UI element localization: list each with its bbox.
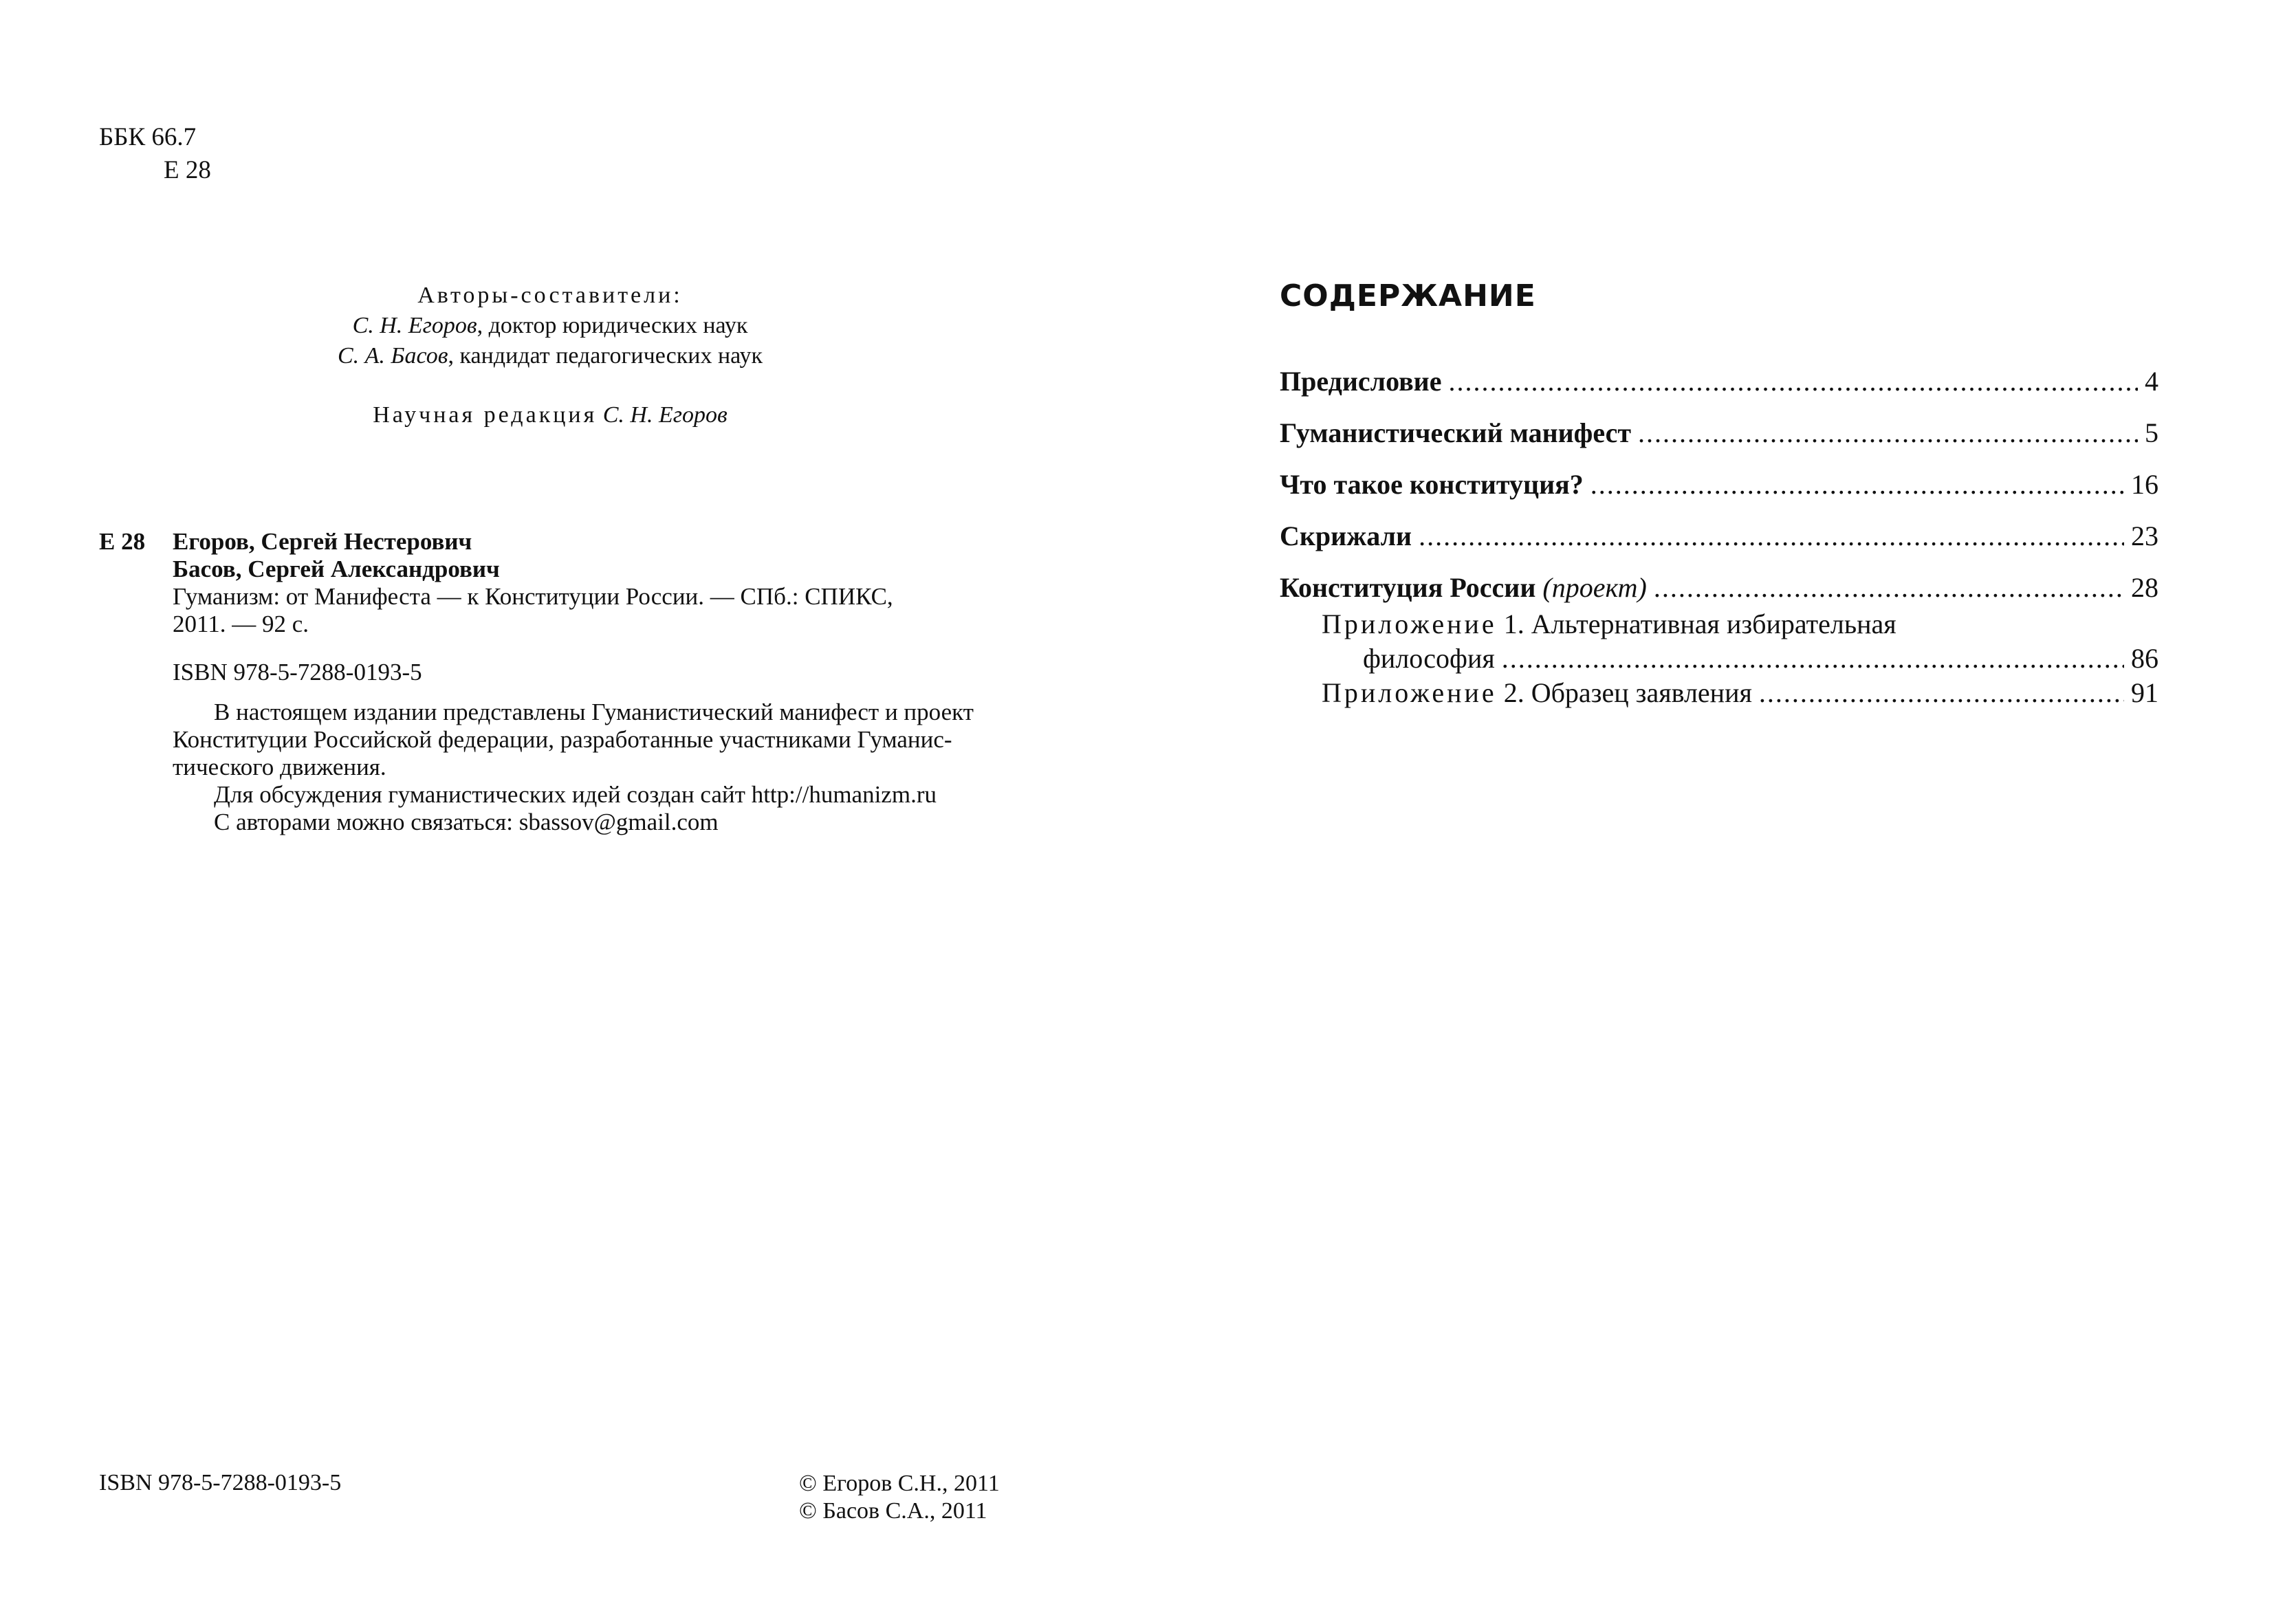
card-annotation-line-2: Конституции Российской федерации, разработанные участниками Гуманис- [173, 726, 952, 753]
editor-name: С. Н. Егоров [602, 402, 728, 428]
card-body [99, 528, 1020, 836]
appendix-2-title: 2. Образец заявления [1496, 677, 1752, 708]
toc-entry-label: Предисловие [1280, 366, 1442, 397]
author-1-name: С. Н. Егоров [352, 313, 477, 338]
toc-leader [1419, 519, 2124, 553]
toc-leader [1654, 571, 2124, 605]
bbk-author-code: Е 28 [164, 156, 211, 184]
toc-entry-manifesto[interactable] [1280, 416, 2158, 450]
author-2 [206, 341, 894, 371]
appendix-1-prefix: Приложение [1322, 608, 1497, 639]
toc-leader [1759, 676, 2124, 710]
toc-entry-label: Скрижали [1280, 520, 1412, 551]
card-contact-line: С авторами можно связаться: sbassov@gmail.com [214, 809, 719, 835]
toc-entry-page: 23 [2131, 520, 2158, 551]
author-2-title: , кандидат педагогических наук [448, 343, 763, 369]
toc-entry-label: Гуманистический манифест [1280, 417, 1631, 448]
toc-entry-page: 91 [2131, 677, 2158, 708]
toc-title: СОДЕРЖАНИЕ [1280, 278, 1536, 314]
card-code: Е 28 [99, 528, 146, 555]
toc-leader [1502, 641, 2124, 676]
toc-leader [1590, 468, 2124, 502]
toc-entry-preface[interactable] [1280, 364, 2158, 399]
appendix-1-title: 1. Альтернативная избирательная [1496, 608, 1896, 639]
copyright-1: © Егоров С.Н., 2011 [799, 1471, 1000, 1496]
copyright-block [799, 1470, 1000, 1525]
toc-entry-page: 4 [2145, 366, 2158, 397]
toc-appendix-1-line-2[interactable] [1322, 641, 2158, 676]
appendix-2-prefix: Приложение [1322, 677, 1497, 708]
toc-appendix-1-line-1[interactable] [1322, 607, 2158, 641]
toc-entry-tablets[interactable] [1280, 519, 2158, 553]
appendix-1-title-cont: философия [1363, 643, 1495, 674]
author-1 [206, 311, 894, 341]
toc-entry-label [1322, 676, 1752, 710]
table-of-contents [1280, 364, 2158, 710]
card-isbn: ISBN 978-5-7288-0193-5 [173, 659, 422, 685]
bbk-code: ББК 66.7 [99, 123, 197, 151]
toc-appendices [1280, 607, 2158, 710]
toc-entry-label [1280, 571, 1647, 605]
catalog-card [99, 528, 1020, 836]
toc-entry-constitution-question[interactable] [1280, 468, 2158, 502]
toc-entry-page: 86 [2131, 643, 2158, 674]
toc-entry-page: 16 [2131, 469, 2158, 500]
toc-leader [1448, 364, 2138, 399]
card-author-2: Басов, Сергей Александрович [173, 556, 500, 582]
author-2-name: С. А. Басов [337, 343, 448, 369]
copyright-2: © Басов С.А., 2011 [799, 1498, 987, 1524]
authors-heading: Авторы-составители: [417, 283, 683, 308]
toc-appendix-2[interactable] [1322, 676, 2158, 710]
bbk-index [99, 121, 211, 187]
footer-isbn: ISBN 978-5-7288-0193-5 [99, 1470, 342, 1495]
card-website-line: Для обсуждения гуманистических идей создан сайт http://humanizm.ru [214, 781, 937, 808]
card-author-1: Егоров, Сергей Нестерович [173, 528, 472, 555]
author-1-title: , доктор юридических наук [477, 313, 748, 338]
toc-leader [1638, 416, 2138, 450]
card-title-line-1: Гуманизм: от Манифеста — к Конституции России. — СПб.: СПИКС, [173, 583, 893, 610]
toc-entry-page: 28 [2131, 572, 2158, 603]
toc-entry-label-extra: (проект) [1542, 572, 1647, 603]
right-page [1137, 0, 2274, 1624]
scientific-editor [206, 400, 894, 430]
card-title-line-2: 2011. — 92 с. [173, 611, 309, 637]
editor-label: Научная редакция [373, 402, 598, 428]
toc-entry-label: Что такое конституция? [1280, 469, 1584, 500]
card-annotation-line-3: тического движения. [173, 754, 386, 780]
toc-entry-label-main: Конституция России [1280, 572, 1536, 603]
authors-block [206, 281, 894, 430]
card-annotation-line-1: В настоящем издании представлены Гуманистический манифест и проект [214, 699, 974, 725]
toc-entry-page: 5 [2145, 417, 2158, 448]
toc-entry-russia-constitution[interactable] [1280, 571, 2158, 605]
